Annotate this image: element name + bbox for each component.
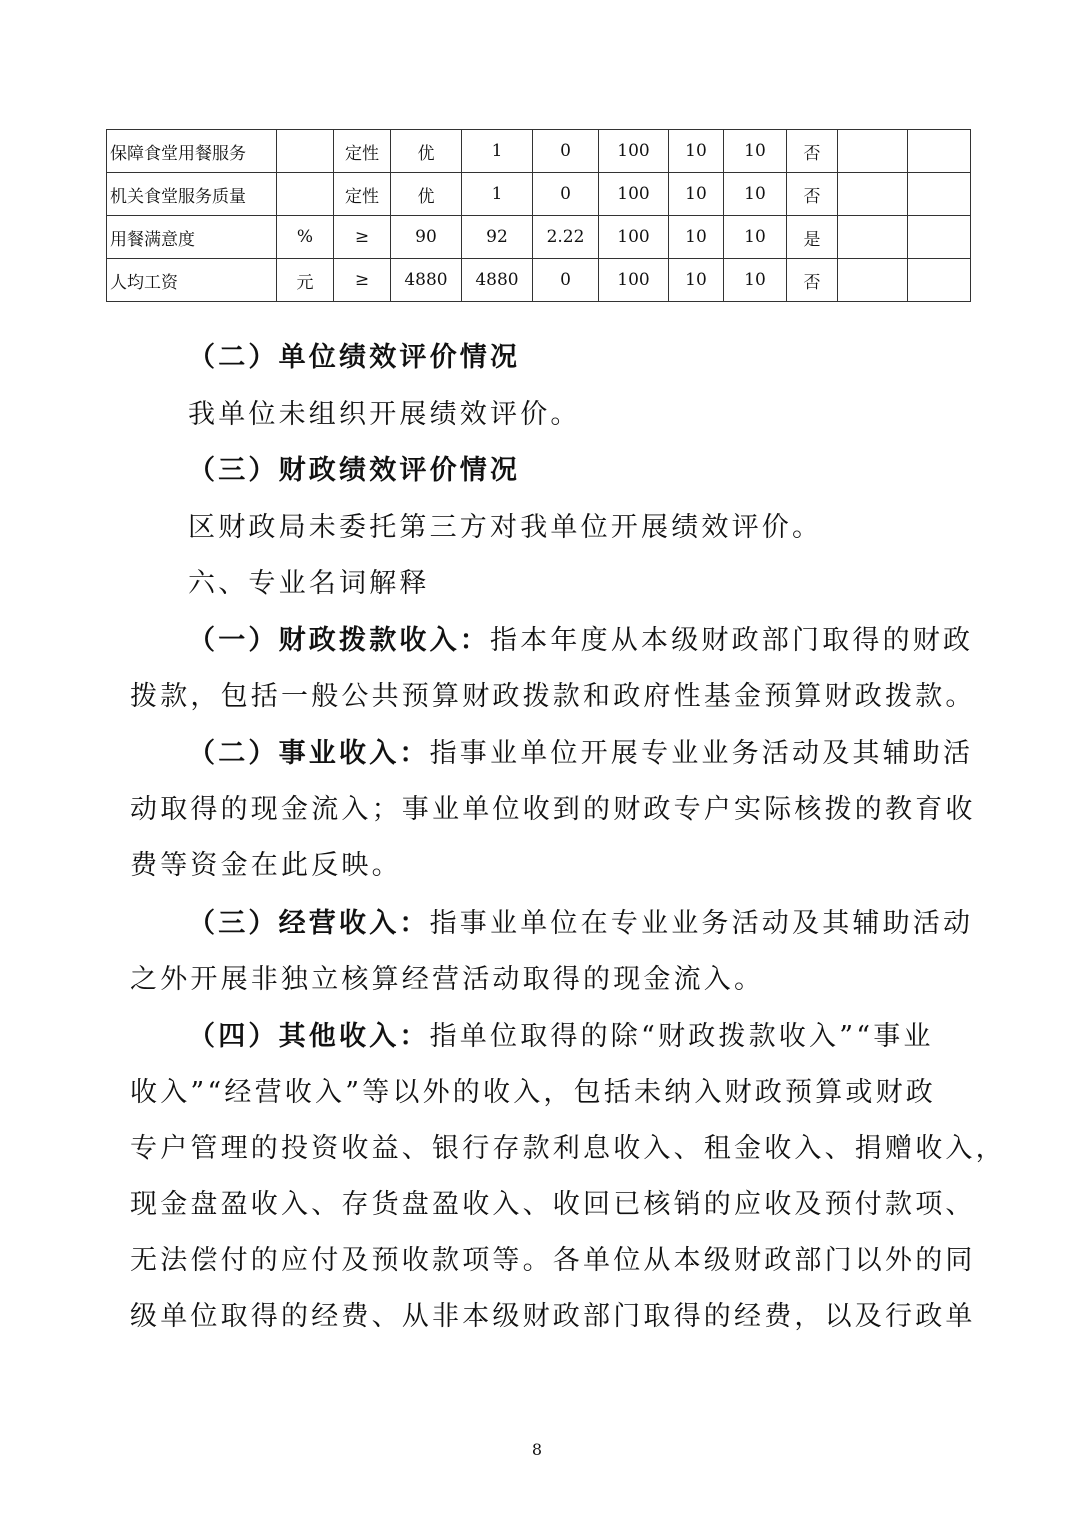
- table-cell: 是: [787, 216, 838, 259]
- table-cell: 否: [787, 259, 838, 302]
- section-2-text: 我单位未组织开展绩效评价。: [188, 399, 581, 430]
- table-cell: [908, 130, 971, 173]
- table-cell: 10: [669, 130, 724, 173]
- term-3-title: （三）经营收入：: [188, 908, 430, 939]
- indicator-name-cell: 人均工资: [107, 259, 277, 302]
- table-cell: 否: [787, 130, 838, 173]
- table-cell: 10: [724, 130, 787, 173]
- table-cell: 4880: [391, 259, 462, 302]
- section-3-heading: （三）财政绩效评价情况: [188, 455, 521, 486]
- term-2-title: （二）事业收入：: [188, 738, 430, 769]
- table-cell: ≥: [334, 259, 391, 302]
- term-4-title: （四）其他收入：: [188, 1021, 430, 1052]
- table-row: [107, 216, 971, 259]
- term-2-text-line-2: 动取得的现金流入；事业单位收到的财政专户实际核拨的教育收: [130, 794, 976, 825]
- table-cell: 定性: [334, 173, 391, 216]
- table-cell: 1: [462, 130, 533, 173]
- table-row: [107, 173, 971, 216]
- table-cell: 4880: [462, 259, 533, 302]
- table-cell: 10: [669, 259, 724, 302]
- table-cell: 0: [533, 130, 599, 173]
- table-cell: [838, 259, 908, 302]
- table-cell: [277, 173, 334, 216]
- term-3-text-line-2: 之外开展非独立核算经营活动取得的现金流入。: [130, 964, 765, 995]
- indicator-name-cell: 机关食堂服务质量: [107, 173, 277, 216]
- table-cell: 100: [599, 259, 669, 302]
- table-cell: [908, 216, 971, 259]
- table-cell: 0: [533, 259, 599, 302]
- table-cell: 100: [599, 216, 669, 259]
- term-2-text-line-3: 费等资金在此反映。: [130, 850, 402, 881]
- term-3-text-line-1: 指事业单位在专业业务活动及其辅助活动: [429, 908, 974, 939]
- term-4-text-line-3: 专户管理的投资收益、银行存款利息收入、租金收入、捐赠收入，: [130, 1133, 1006, 1164]
- table-cell: 优: [391, 130, 462, 173]
- table-cell: 否: [787, 173, 838, 216]
- table-row: [107, 130, 971, 173]
- table-cell: [908, 259, 971, 302]
- table-cell: 10: [724, 259, 787, 302]
- table-cell: [838, 173, 908, 216]
- table-cell: 2.22: [533, 216, 599, 259]
- term-1-text-line-1: 指本年度从本级财政部门取得的财政: [490, 625, 974, 656]
- table-cell: [908, 173, 971, 216]
- term-1-text-line-2: 拨款，包括一般公共预算财政拨款和政府性基金预算财政拨款。: [130, 681, 976, 712]
- term-4-text-line-1: 指单位取得的除“财政拨款收入”“事业: [429, 1021, 934, 1052]
- term-4-paragraph: [130, 1009, 1006, 1345]
- section-3-text: 区财政局未委托第三方对我单位开展绩效评价。: [188, 512, 823, 543]
- section-2-heading: （二）单位绩效评价情况: [188, 342, 521, 373]
- table-cell: 92: [462, 216, 533, 259]
- table-cell: 100: [599, 173, 669, 216]
- indicator-name-cell: 用餐满意度: [107, 216, 277, 259]
- table-cell: 0: [533, 173, 599, 216]
- term-2-paragraph: [130, 726, 976, 894]
- table-cell: 10: [669, 216, 724, 259]
- term-4-text-line-5: 无法偿付的应付及预收款项等。各单位从本级财政部门以外的同: [130, 1245, 976, 1276]
- table-cell: 10: [669, 173, 724, 216]
- table-cell: 90: [391, 216, 462, 259]
- term-2-text-line-1: 指事业单位开展专业业务活动及其辅助活: [429, 738, 974, 769]
- table-cell: 1: [462, 173, 533, 216]
- table-cell: [838, 216, 908, 259]
- table-cell: 优: [391, 173, 462, 216]
- section-6-heading: 六、专业名词解释: [188, 568, 430, 599]
- table-cell: %: [277, 216, 334, 259]
- term-3-paragraph: [130, 896, 974, 1008]
- performance-indicator-table: [106, 129, 971, 302]
- term-1-title: （一）财政拨款收入：: [188, 625, 490, 656]
- indicator-name-cell: 保障食堂用餐服务: [107, 130, 277, 173]
- term-4-text-line-4: 现金盘盈收入、存货盘盈收入、收回已核销的应收及预付款项、: [130, 1189, 976, 1220]
- table-row: [107, 259, 971, 302]
- term-4-text-line-6: 级单位取得的经费、从非本级财政部门取得的经费，以及行政单: [130, 1301, 976, 1332]
- table-cell: 100: [599, 130, 669, 173]
- page-number: 8: [531, 1440, 543, 1459]
- table-cell: [838, 130, 908, 173]
- term-4-text-line-2: 收入”“经营收入”等以外的收入，包括未纳入财政预算或财政: [130, 1077, 937, 1108]
- table-cell: 元: [277, 259, 334, 302]
- table-cell: [277, 130, 334, 173]
- table-cell: ≥: [334, 216, 391, 259]
- table-cell: 10: [724, 216, 787, 259]
- term-1-paragraph: [130, 613, 976, 725]
- table-cell: 10: [724, 173, 787, 216]
- table-cell: 定性: [334, 130, 391, 173]
